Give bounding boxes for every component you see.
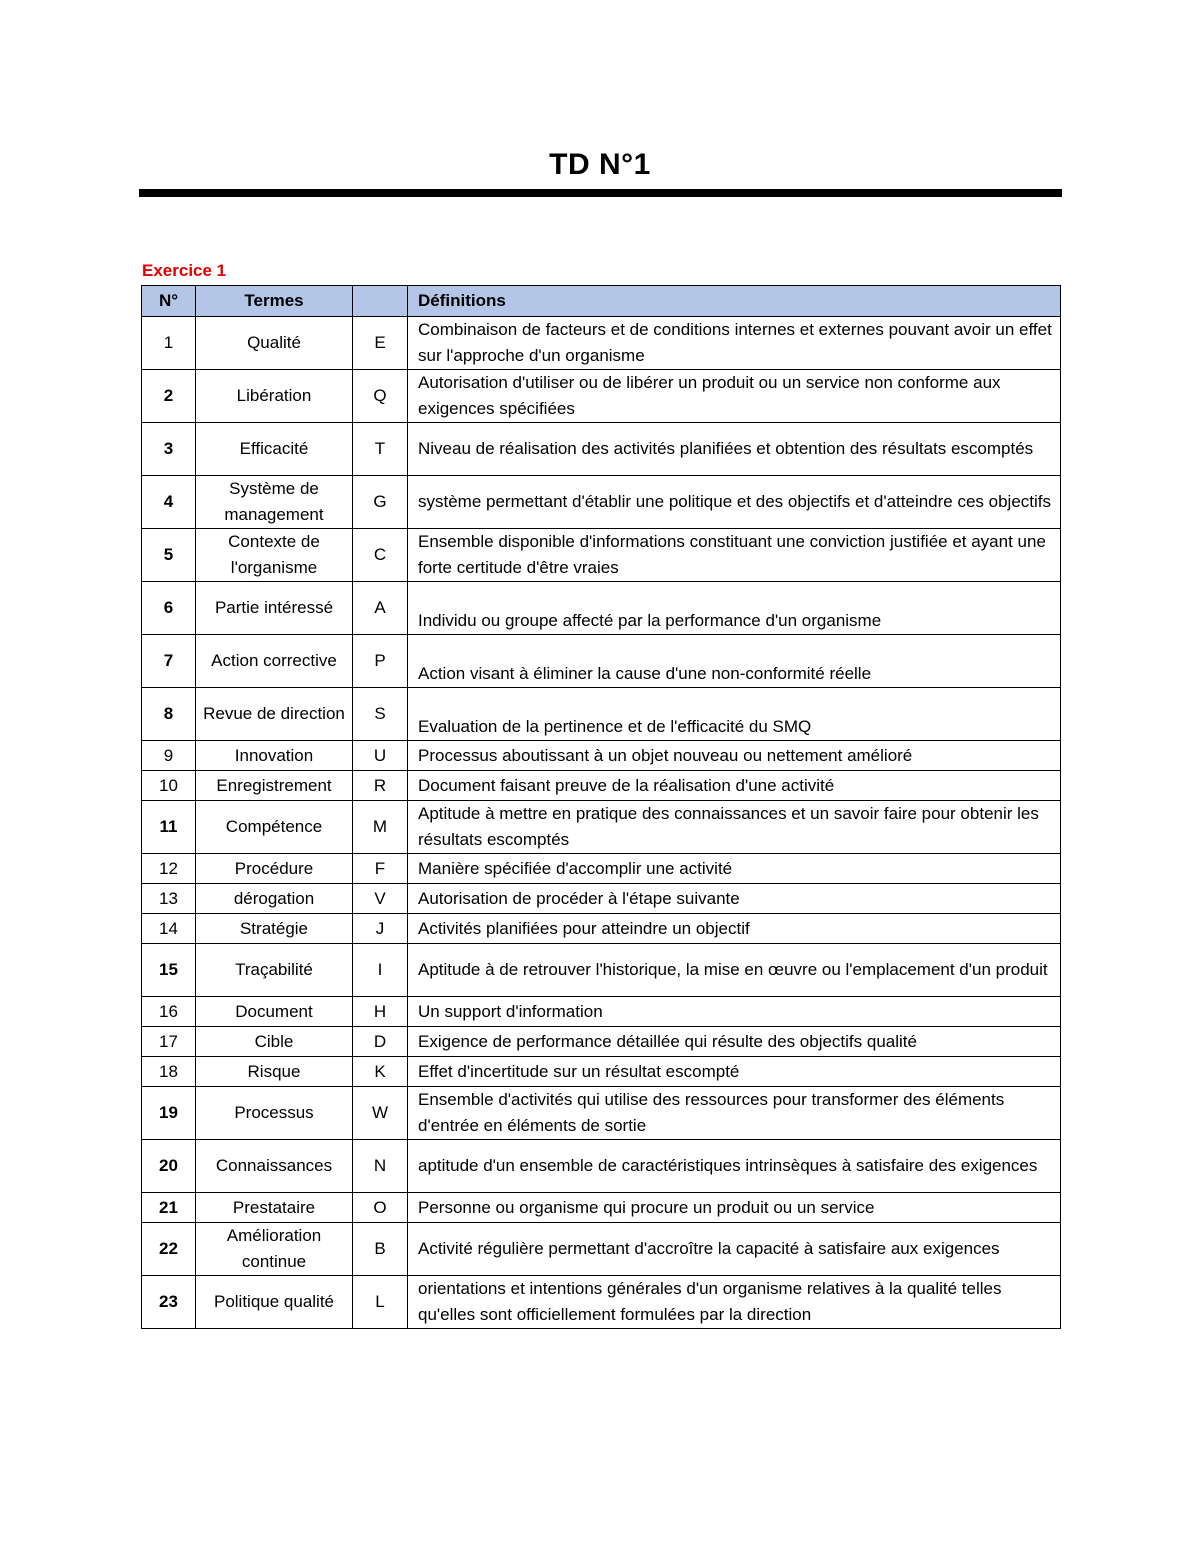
row-definition: Activité régulière permettant d'accroître la capacité à satisfaire aux exigences	[408, 1223, 1061, 1276]
row-definition: Aptitude à mettre en pratique des connaissances et un savoir faire pour obtenir les résultats escomptés	[408, 801, 1061, 854]
row-term: Stratégie	[196, 914, 353, 944]
table-row	[142, 741, 1061, 771]
row-term: Connaissances	[196, 1140, 353, 1193]
table-header-row	[142, 286, 1061, 317]
row-number: 22	[142, 1223, 196, 1276]
row-term: Procédure	[196, 854, 353, 884]
row-letter: W	[353, 1087, 408, 1140]
table-row	[142, 997, 1061, 1027]
row-letter: S	[353, 688, 408, 741]
row-definition: Niveau de réalisation des activités planifiées et obtention des résultats escomptés	[408, 423, 1061, 476]
row-definition: Autorisation d'utiliser ou de libérer un produit ou un service non conforme aux exigences spécifiées	[408, 370, 1061, 423]
row-letter: D	[353, 1027, 408, 1057]
table-row	[142, 1140, 1061, 1193]
row-number: 5	[142, 529, 196, 582]
row-definition: système permettant d'établir une politique et des objectifs et d'atteindre ces objectifs	[408, 476, 1061, 529]
header-definition: Définitions	[408, 286, 1061, 317]
table-row	[142, 854, 1061, 884]
row-term: Revue de direction	[196, 688, 353, 741]
row-term: dérogation	[196, 884, 353, 914]
row-letter: Q	[353, 370, 408, 423]
row-letter: F	[353, 854, 408, 884]
row-number: 11	[142, 801, 196, 854]
row-number: 1	[142, 317, 196, 370]
row-letter: I	[353, 944, 408, 997]
row-letter: A	[353, 582, 408, 635]
row-term: Système de management	[196, 476, 353, 529]
document-title: TD N°1	[549, 148, 651, 181]
table-row	[142, 688, 1061, 741]
table-row	[142, 423, 1061, 476]
table-row	[142, 771, 1061, 801]
row-number: 8	[142, 688, 196, 741]
row-letter: P	[353, 635, 408, 688]
row-term: Traçabilité	[196, 944, 353, 997]
table-body	[142, 317, 1061, 1329]
row-letter: B	[353, 1223, 408, 1276]
row-term: Amélioration continue	[196, 1223, 353, 1276]
row-number: 10	[142, 771, 196, 801]
row-definition: Individu ou groupe affecté par la performance d'un organisme	[408, 582, 1061, 635]
row-definition: Autorisation de procéder à l'étape suivante	[408, 884, 1061, 914]
row-term: Efficacité	[196, 423, 353, 476]
row-letter: N	[353, 1140, 408, 1193]
table-row	[142, 1223, 1061, 1276]
header-letter	[353, 286, 408, 317]
row-term: Processus	[196, 1087, 353, 1140]
header-term: Termes	[196, 286, 353, 317]
row-term: Qualité	[196, 317, 353, 370]
row-number: 18	[142, 1057, 196, 1087]
table-row	[142, 1193, 1061, 1223]
row-number: 19	[142, 1087, 196, 1140]
row-number: 21	[142, 1193, 196, 1223]
row-term: Cible	[196, 1027, 353, 1057]
row-definition: Evaluation de la pertinence et de l'efficacité du SMQ	[408, 688, 1061, 741]
row-letter: H	[353, 997, 408, 1027]
row-number: 2	[142, 370, 196, 423]
row-number: 4	[142, 476, 196, 529]
row-number: 20	[142, 1140, 196, 1193]
header-number: N°	[142, 286, 196, 317]
title-divider	[139, 189, 1062, 197]
row-number: 3	[142, 423, 196, 476]
table-row	[142, 944, 1061, 997]
row-term: Compétence	[196, 801, 353, 854]
table-row	[142, 635, 1061, 688]
row-definition: Effet d'incertitude sur un résultat escompté	[408, 1057, 1061, 1087]
row-definition: orientations et intentions générales d'un organisme relatives à la qualité telles qu'elles sont officiellement formulées par la direction	[408, 1276, 1061, 1329]
row-number: 17	[142, 1027, 196, 1057]
row-letter: J	[353, 914, 408, 944]
table-row	[142, 1027, 1061, 1057]
table-row	[142, 582, 1061, 635]
terms-definitions-table	[141, 285, 1061, 1329]
row-number: 6	[142, 582, 196, 635]
row-definition: Aptitude à de retrouver l'historique, la mise en œuvre ou l'emplacement d'un produit	[408, 944, 1061, 997]
table-row	[142, 1057, 1061, 1087]
row-definition: Exigence de performance détaillée qui résulte des objectifs qualité	[408, 1027, 1061, 1057]
row-letter: L	[353, 1276, 408, 1329]
row-number: 15	[142, 944, 196, 997]
table-row	[142, 1276, 1061, 1329]
row-letter: M	[353, 801, 408, 854]
table-row	[142, 801, 1061, 854]
row-term: Libération	[196, 370, 353, 423]
row-number: 16	[142, 997, 196, 1027]
row-number: 9	[142, 741, 196, 771]
row-definition: Personne ou organisme qui procure un produit ou un service	[408, 1193, 1061, 1223]
row-term: Action corrective	[196, 635, 353, 688]
row-definition: Manière spécifiée d'accomplir une activité	[408, 854, 1061, 884]
row-definition: Un support d'information	[408, 997, 1061, 1027]
row-definition: Combinaison de facteurs et de conditions internes et externes pouvant avoir un effet sur l'approche d'un organisme	[408, 317, 1061, 370]
row-definition: Processus aboutissant à un objet nouveau ou nettement amélioré	[408, 741, 1061, 771]
row-letter: R	[353, 771, 408, 801]
row-letter: E	[353, 317, 408, 370]
row-number: 23	[142, 1276, 196, 1329]
table-row	[142, 529, 1061, 582]
row-letter: U	[353, 741, 408, 771]
row-term: Document	[196, 997, 353, 1027]
row-letter: V	[353, 884, 408, 914]
exercise-heading: Exercice 1	[142, 261, 227, 280]
row-definition: Ensemble d'activités qui utilise des ressources pour transformer des éléments d'entrée en éléments de sortie	[408, 1087, 1061, 1140]
row-letter: K	[353, 1057, 408, 1087]
row-term: Contexte de l'organisme	[196, 529, 353, 582]
table-row	[142, 1087, 1061, 1140]
row-letter: T	[353, 423, 408, 476]
table-row	[142, 370, 1061, 423]
row-term: Partie intéressé	[196, 582, 353, 635]
row-definition: Activités planifiées pour atteindre un objectif	[408, 914, 1061, 944]
row-term: Enregistrement	[196, 771, 353, 801]
table-row	[142, 914, 1061, 944]
table-row	[142, 476, 1061, 529]
row-definition: Ensemble disponible d'informations constituant une conviction justifiée et ayant une forte certitude d'être vraies	[408, 529, 1061, 582]
table-row	[142, 884, 1061, 914]
row-letter: O	[353, 1193, 408, 1223]
row-letter: C	[353, 529, 408, 582]
row-definition: Action visant à éliminer la cause d'une non-conformité réelle	[408, 635, 1061, 688]
row-number: 14	[142, 914, 196, 944]
row-letter: G	[353, 476, 408, 529]
row-definition: Document faisant preuve de la réalisation d'une activité	[408, 771, 1061, 801]
table-row	[142, 317, 1061, 370]
row-term: Politique qualité	[196, 1276, 353, 1329]
row-term: Prestataire	[196, 1193, 353, 1223]
row-number: 12	[142, 854, 196, 884]
row-term: Innovation	[196, 741, 353, 771]
row-number: 7	[142, 635, 196, 688]
row-definition: aptitude d'un ensemble de caractéristiques intrinsèques à satisfaire des exigences	[408, 1140, 1061, 1193]
row-number: 13	[142, 884, 196, 914]
row-term: Risque	[196, 1057, 353, 1087]
